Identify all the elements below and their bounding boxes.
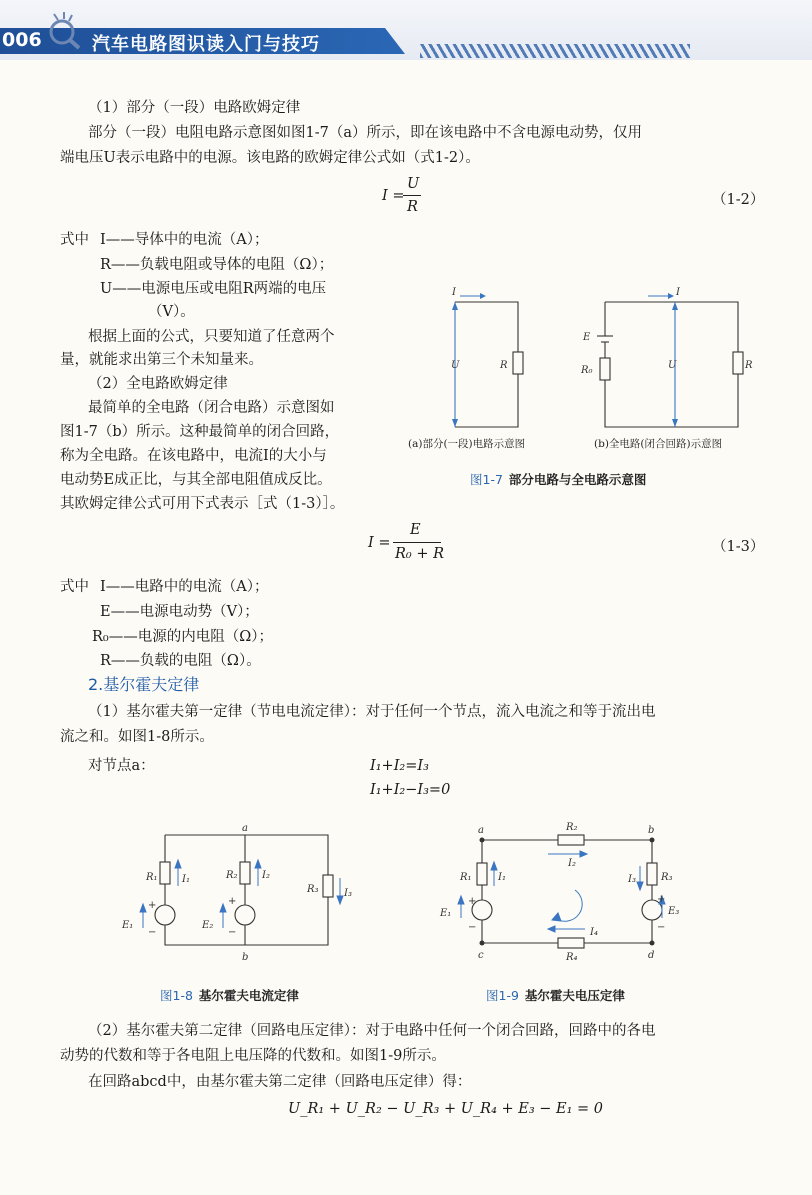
svg-text:R₁: R₁ <box>146 872 158 883</box>
svg-text:I₁: I₁ <box>182 874 190 885</box>
eq12-lhs: I = <box>382 188 405 204</box>
fig19-number: 图1-9 <box>486 988 519 1003</box>
figure-1-7-diagrams <box>400 282 775 447</box>
fig17-caption <box>470 470 646 488</box>
svg-text:+: + <box>468 896 477 907</box>
def2-item: E——电源电动势（V）； <box>100 604 259 620</box>
def2-lead: 式中 <box>60 579 89 595</box>
p2-line: 根据上面的公式，只要知道了任意两个 <box>88 329 335 345</box>
svg-text:+: + <box>228 896 237 907</box>
eq13-numerator: E <box>410 522 421 538</box>
svg-text:U: U <box>451 360 460 371</box>
svg-text:R₃: R₃ <box>661 872 673 883</box>
fig19-caption <box>486 986 625 1004</box>
svg-text:R: R <box>500 360 508 371</box>
p1-line1: 部分（一段）电阻电路示意图如图1-7（a）所示，即在该电路中不含电源电动势，仅用 <box>88 125 642 141</box>
svg-text:+: + <box>657 894 666 905</box>
svg-text:I₃: I₃ <box>344 888 352 899</box>
svg-text:R: R <box>745 360 753 371</box>
svg-text:E: E <box>583 332 591 343</box>
eq13-lhs: I = <box>368 535 391 551</box>
fig19-title: 基尔霍夫电压定律 <box>524 988 625 1003</box>
svg-text:E₁: E₁ <box>440 908 452 919</box>
svg-text:I₂: I₂ <box>262 870 270 881</box>
fig18-number: 图1-8 <box>160 988 193 1003</box>
fig17-number: 图1-7 <box>470 472 503 487</box>
header-stripes <box>420 44 690 58</box>
eq12-numerator: U <box>407 176 420 192</box>
svg-text:E₃: E₃ <box>668 906 680 917</box>
p3-line: 称为全电路。在该电路中，电流I的大小与 <box>60 448 327 464</box>
svg-text:R₁: R₁ <box>460 872 472 883</box>
page-number: 006 <box>2 29 42 51</box>
svg-text:E₁: E₁ <box>122 920 134 931</box>
p4-line1: （1）基尔霍夫第一定律（节电电流定律）：对于任何一个节点，流入电流之和等于流出电 <box>88 704 656 720</box>
svg-text:E₂: E₂ <box>202 920 214 931</box>
svg-text:I: I <box>676 287 680 298</box>
eq13-denominator: R₀ + R <box>395 546 445 562</box>
svg-text:d: d <box>648 950 655 961</box>
eq12-fraction-bar <box>403 195 421 196</box>
p3-line: 图1-7（b）所示。这种最简单的闭合回路， <box>60 424 340 440</box>
svg-text:R₂: R₂ <box>566 822 578 833</box>
svg-text:R₃: R₃ <box>307 884 319 895</box>
def1-lead: 式中 <box>60 232 89 248</box>
book-title: 汽车电路图识读入门与技巧 <box>92 34 320 55</box>
def2-item: R——负载的电阻（Ω）。 <box>100 653 261 669</box>
svg-text:a: a <box>242 823 248 834</box>
eq13-fraction-bar <box>393 542 441 543</box>
section-kirchhoff-title: 2.基尔霍夫定律 <box>88 675 200 694</box>
kcl-equation-2: I₁+I₂−I₃=0 <box>370 782 451 798</box>
p3-line: 最简单的全电路（闭合电路）示意图如 <box>88 400 335 416</box>
p2-line: 量，就能求出第三个未知量来。 <box>60 352 263 368</box>
fig18-caption <box>160 986 299 1004</box>
page-header <box>0 0 812 60</box>
svg-text:R₄: R₄ <box>566 952 578 963</box>
svg-text:R₂: R₂ <box>226 870 238 881</box>
def1-item: R——负载电阻或导体的电阻（Ω）； <box>100 257 334 273</box>
p1-heading: （1）部分（一段）电路欧姆定律 <box>88 100 301 116</box>
svg-text:c: c <box>478 950 484 961</box>
svg-text:−: − <box>468 922 477 933</box>
fig17-title: 部分电路与全电路示意图 <box>508 472 647 487</box>
svg-text:I₄: I₄ <box>590 927 598 938</box>
def1-item: U——电源电压或电阻R两端的电压 <box>100 281 327 297</box>
p4-line2: 流之和。如图1-8所示。 <box>60 729 214 745</box>
svg-text:b: b <box>242 952 249 963</box>
svg-text:I₂: I₂ <box>568 858 576 869</box>
svg-text:R₀: R₀ <box>581 365 593 376</box>
fig18-title: 基尔霍夫电流定律 <box>198 988 299 1003</box>
fig17-subcaption-b: (b)全电路(闭合回路)示意图 <box>594 438 723 450</box>
p5-line2: 动势的代数和等于各电阻上电压降的代数和。如图1-9所示。 <box>60 1048 446 1064</box>
p5-line1: （2）基尔霍夫第二定律（回路电压定律）：对于电路中任何一个闭合回路，回路中的各电 <box>88 1023 656 1039</box>
svg-text:−: − <box>148 927 157 938</box>
svg-text:a: a <box>478 825 484 836</box>
svg-text:I₃: I₃ <box>628 874 636 885</box>
svg-text:+: + <box>148 900 157 911</box>
p1-line2: 端电压U表示电路中的电源。该电路的欧姆定律公式如（式1-2）。 <box>60 150 480 166</box>
p3-line: 其欧姆定律公式可用下式表示［式（1-3）］。 <box>60 496 345 512</box>
eq13-number: （1-3） <box>712 539 765 555</box>
svg-text:−: − <box>228 927 237 938</box>
def1-item: I——导体中的电流（A）； <box>100 232 269 248</box>
p6-line: 在回路abcd中，由基尔霍夫第二定律（回路电压定律）得： <box>88 1074 472 1090</box>
eq12-number: （1-2） <box>712 192 765 208</box>
magnifier-icon <box>44 10 84 50</box>
svg-text:b: b <box>648 825 655 836</box>
svg-text:−: − <box>657 922 666 933</box>
figure-1-9-diagram <box>430 818 690 968</box>
kcl-equation-1: I₁+I₂=I₃ <box>370 758 429 774</box>
fig17-subcaption-a: (a)部分(一段)电路示意图 <box>408 438 526 450</box>
svg-text:I₁: I₁ <box>498 872 506 883</box>
def2-item: R₀——电源的内电阻（Ω）； <box>92 629 274 645</box>
kvl-equation: U_R₁ + U_R₂ − U_R₃ + U_R₄ + E₃ − E₁ = 0 <box>288 1101 604 1117</box>
def1-item: （V）。 <box>148 304 195 320</box>
svg-text:U: U <box>668 360 677 371</box>
node-label: 对节点a： <box>88 758 155 774</box>
figure-1-8-diagram <box>110 820 350 965</box>
svg-text:I: I <box>452 287 456 298</box>
p3-line: 电动势E成正比，与其全部电阻值成反比。 <box>60 472 332 488</box>
def2-item: I——电路中的电流（A）； <box>100 579 269 595</box>
eq12-denominator: R <box>407 199 418 215</box>
p3-heading: （2）全电路欧姆定律 <box>88 376 228 392</box>
